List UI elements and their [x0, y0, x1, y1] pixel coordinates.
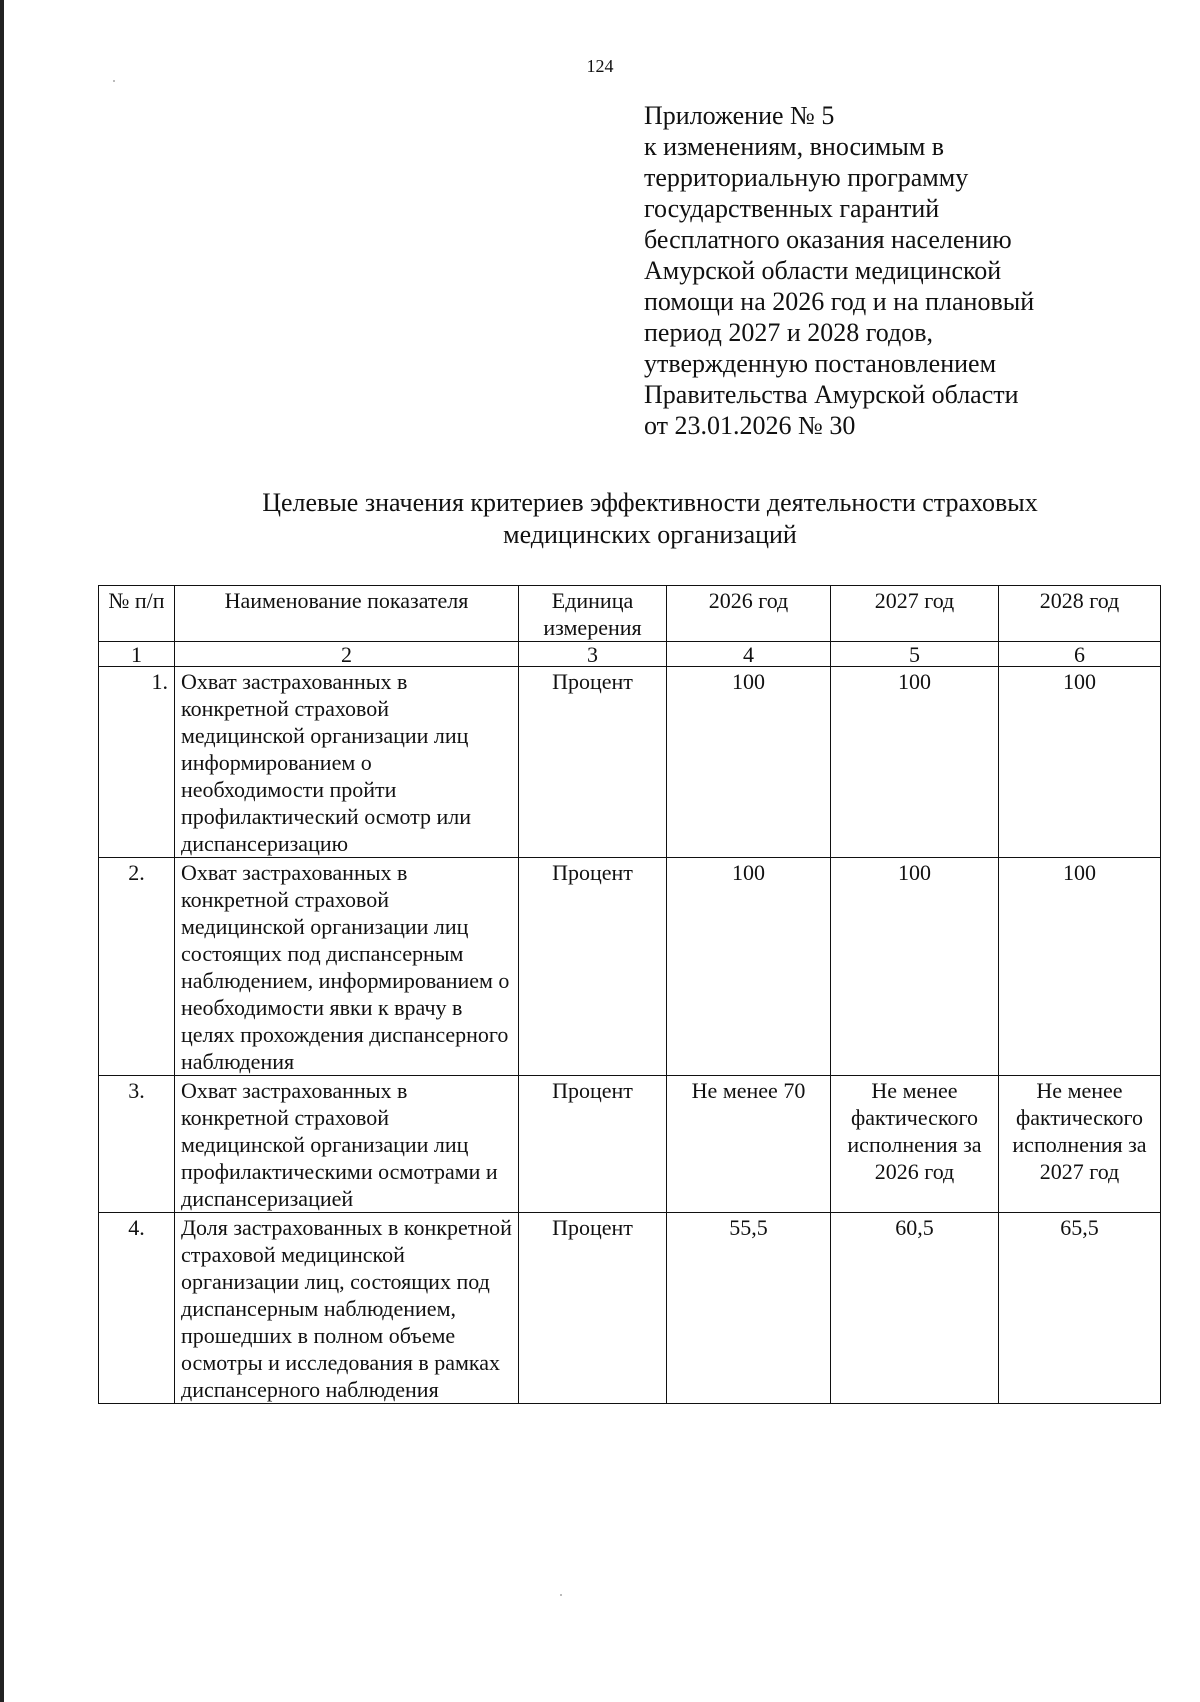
column-number-row	[99, 642, 1161, 667]
column-number: 3	[519, 642, 667, 667]
page-number: 124	[586, 56, 614, 76]
header-2027: 2027 год	[831, 586, 999, 642]
column-number: 5	[831, 642, 999, 667]
value-2028: 100	[999, 667, 1161, 858]
appendix-line: период 2027 и 2028 годов,	[644, 318, 934, 347]
scan-speck	[113, 80, 115, 82]
table-header-row	[99, 586, 1161, 642]
value-2028: 100	[999, 858, 1161, 1076]
value-2028: Не менее фактического исполнения за 2027 год	[999, 1076, 1161, 1213]
document-title	[100, 487, 1200, 551]
row-number: 3.	[99, 1076, 175, 1213]
value-2027: 100	[831, 858, 999, 1076]
header-unit: Единица измерения	[519, 586, 667, 642]
value-2026: 100	[667, 858, 831, 1076]
unit-cell: Процент	[519, 1076, 667, 1213]
unit-cell: Процент	[519, 858, 667, 1076]
title-line-1: Целевые значения критериев эффективности деятельности страховых	[262, 488, 1038, 517]
table-row	[99, 1213, 1161, 1404]
header-name: Наименование показателя	[175, 586, 519, 642]
appendix-line: помощи на 2026 год и на плановый	[644, 287, 1035, 316]
value-2026: 100	[667, 667, 831, 858]
appendix-line: бесплатного оказания населению	[644, 225, 1012, 254]
appendix-line: Амурской области медицинской	[644, 256, 1002, 285]
indicator-name: Охват застрахованных в конкретной страховой медицинской организации лиц информированием о необходимости пройти профилактический осмотр или диспансеризацию	[175, 667, 519, 858]
appendix-line: территориальную программу	[644, 163, 969, 192]
value-2026: Не менее 70	[667, 1076, 831, 1213]
column-number: 6	[999, 642, 1161, 667]
row-number: 1.	[99, 667, 175, 858]
appendix-line: от 23.01.2026 № 30	[644, 411, 856, 440]
column-number: 1	[99, 642, 175, 667]
indicator-name: Охват застрахованных в конкретной страховой медицинской организации лиц состоящих под диспансерным наблюдением, информированием о необходимости явки к врачу в целях прохождения диспансерного наблюдения	[175, 858, 519, 1076]
row-number: 2.	[99, 858, 175, 1076]
header-num: № п/п	[99, 586, 175, 642]
scan-edge	[0, 0, 4, 1702]
scan-speck	[560, 1594, 562, 1596]
column-number: 4	[667, 642, 831, 667]
criteria-table	[98, 585, 1161, 1404]
appendix-line: к изменениям, вносимым в	[644, 132, 945, 161]
unit-cell: Процент	[519, 667, 667, 858]
appendix-line: Правительства Амурской области	[644, 380, 1019, 409]
table-row	[99, 667, 1161, 858]
indicator-name: Доля застрахованных в конкретной страховой медицинской организации лиц, состоящих под диспансерным наблюдением, прошедших в полном объеме осмотры и исследования в рамках диспансерного наблюдения	[175, 1213, 519, 1404]
value-2028: 65,5	[999, 1213, 1161, 1404]
header-2026: 2026 год	[667, 586, 831, 642]
title-line-2: медицинских организаций	[503, 520, 797, 549]
appendix-line: Приложение № 5	[644, 101, 835, 130]
value-2027: Не менее фактического исполнения за 2026 год	[831, 1076, 999, 1213]
appendix-line: государственных гарантий	[644, 194, 940, 223]
unit-cell: Процент	[519, 1213, 667, 1404]
header-2028: 2028 год	[999, 586, 1161, 642]
value-2026: 55,5	[667, 1213, 831, 1404]
appendix-line: утвержденную постановлением	[644, 349, 997, 378]
row-number: 4.	[99, 1213, 175, 1404]
table-row	[99, 858, 1161, 1076]
indicator-name: Охват застрахованных в конкретной страховой медицинской организации лиц профилактическими осмотрами и диспансеризацией	[175, 1076, 519, 1213]
appendix-header	[644, 100, 1164, 441]
column-number: 2	[175, 642, 519, 667]
table-row	[99, 1076, 1161, 1213]
value-2027: 60,5	[831, 1213, 999, 1404]
value-2027: 100	[831, 667, 999, 858]
